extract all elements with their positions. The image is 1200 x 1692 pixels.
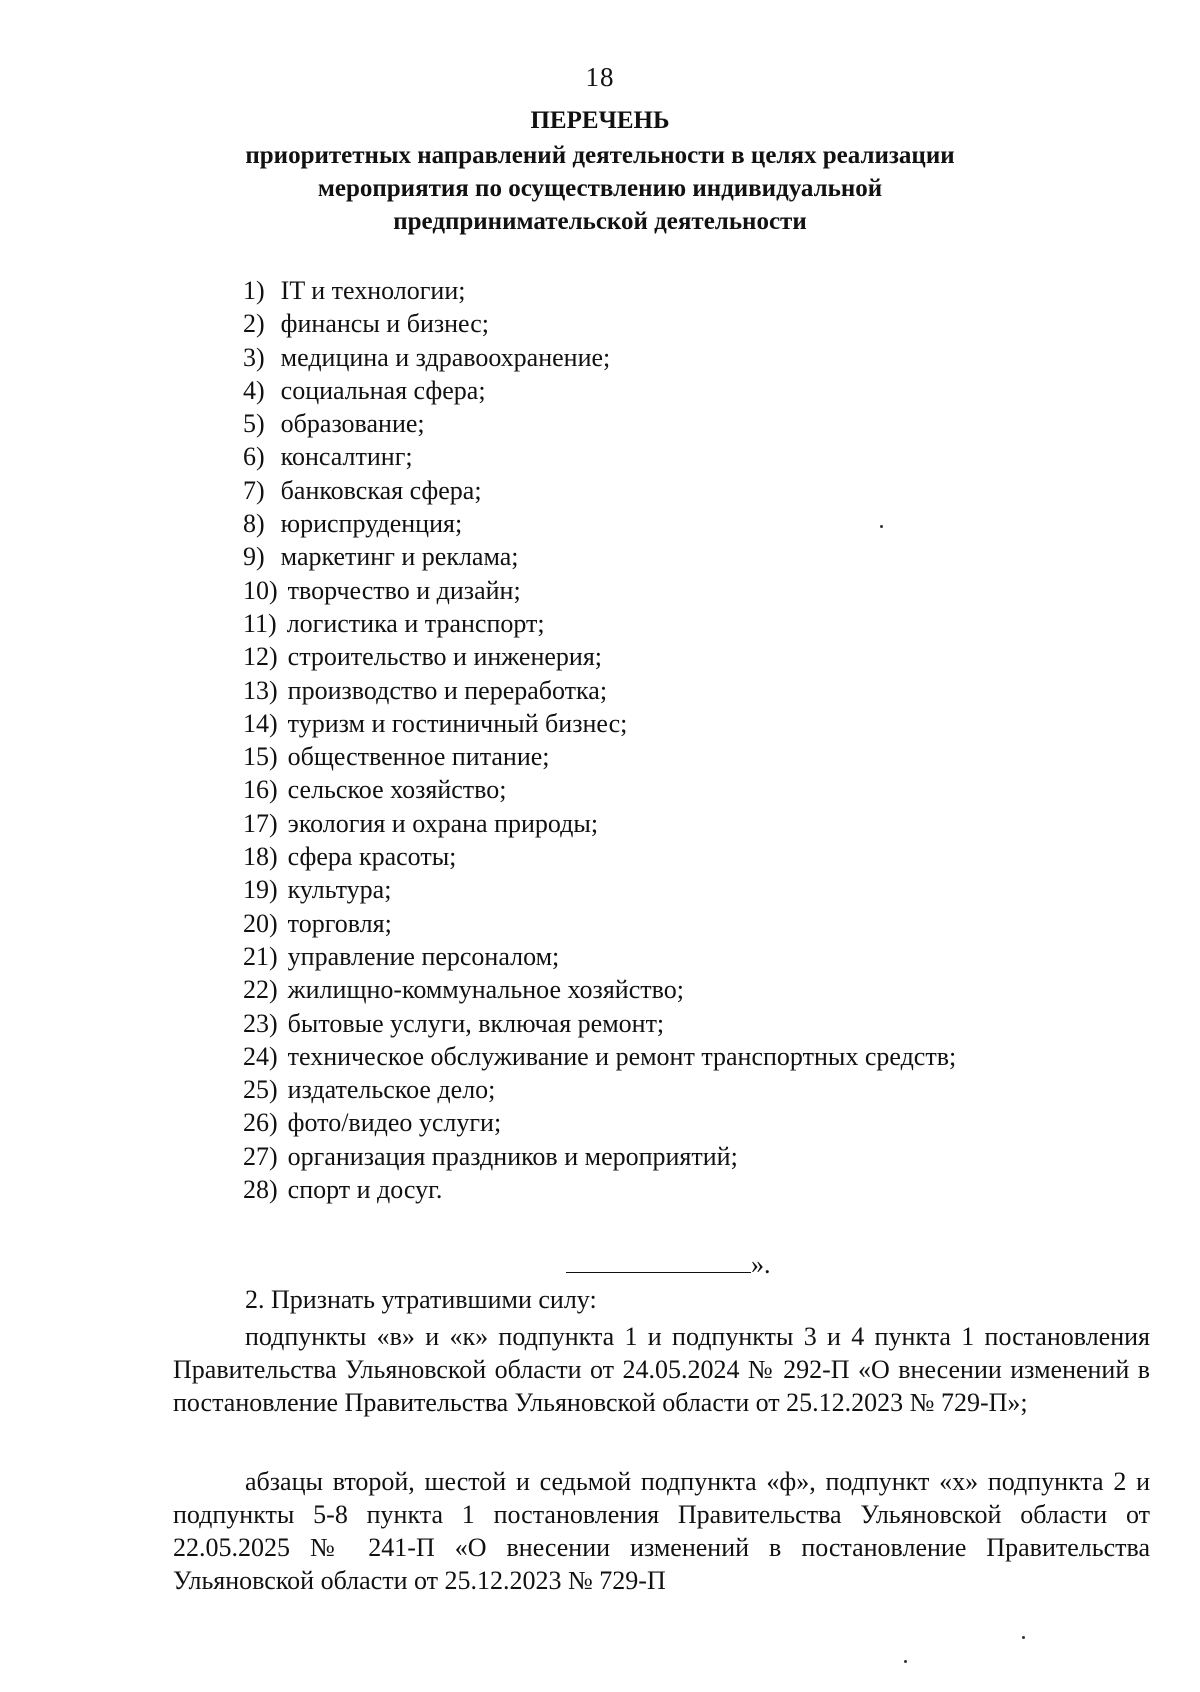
list-item [243, 807, 956, 840]
list-item-text: сфера красоты; [287, 842, 457, 872]
list-item-text: творчество и дизайн; [287, 575, 521, 605]
list-item-number: 19) [243, 875, 278, 905]
list-item-text: социальная сфера; [280, 375, 486, 405]
list-item-text: IT и технологии; [280, 276, 466, 305]
list-item [243, 640, 956, 673]
list-item [243, 1106, 956, 1139]
list-item-text: медицина и здравоохранение; [280, 342, 611, 372]
list-item [243, 674, 956, 707]
list-item [243, 940, 956, 973]
list-item-text: издательское дело; [287, 1075, 496, 1105]
list-item [243, 341, 956, 374]
title-main: ПЕРЕЧЕНЬ [530, 107, 670, 134]
list-item [243, 1173, 956, 1206]
list-item [243, 1073, 956, 1106]
list-item [243, 274, 956, 307]
list-item-number: 12) [243, 642, 278, 672]
list-item-text: образование; [280, 409, 425, 439]
list-item-number: 27) [243, 1141, 278, 1171]
list-item-number: 26) [243, 1108, 278, 1138]
list-item [243, 773, 956, 806]
paragraph-repeal-1: подпункты «в» и «к» подпункта 1 и подпункты 3 и 4 пункта 1 постановления Правительства Ульяновской области от 24.05.2024 № 292-П «О внесении изменений в постановление Правительства Ульяновской области от 25.12.2023 № 729-П»; [173, 1322, 1150, 1417]
list-item-number: 17) [243, 808, 278, 838]
list-item-text: юриспруденция; [280, 509, 463, 539]
list-item [243, 607, 956, 640]
scan-speck [880, 525, 883, 528]
closing-quote-mark: ». [751, 1250, 771, 1279]
list-item-number: 7) [243, 475, 265, 505]
list-item-number: 21) [243, 941, 278, 971]
scan-speck [1022, 1636, 1025, 1639]
list-item-number: 5) [243, 409, 265, 439]
list-item [243, 374, 956, 407]
list-item-text: спорт и досуг. [287, 1175, 443, 1205]
list-item-number: 10) [243, 575, 278, 605]
list-item-number: 25) [243, 1075, 278, 1105]
title-line-2: мероприятия по осуществлению индивидуальной [317, 175, 883, 202]
list-item-text: логистика и транспорт; [286, 608, 545, 638]
list-item-number: 11) [243, 608, 277, 638]
list-item-text: банковская сфера; [280, 475, 482, 505]
paragraph-repeal-2: абзацы второй, шестой и седьмой подпункта «ф», подпункт «х» подпункта 2 и подпункты 5-8 пункта 1 постановления Правительства Ульяновской области от 22.05.2025 № 241-П «О внесении изменений в постановление Правительства Ульяновской области от 25.12.2023 № 729-П [173, 1467, 1150, 1595]
list-item-text: финансы и бизнес; [280, 309, 490, 339]
list-item-number: 3) [243, 342, 265, 372]
list-item-number: 1) [243, 276, 265, 305]
list-item-number: 23) [243, 1008, 278, 1038]
list-item-number: 28) [243, 1175, 278, 1205]
list-item-text: управление персоналом; [287, 941, 560, 971]
list-item-number: 13) [243, 675, 278, 705]
list-item-number: 18) [243, 842, 278, 872]
list-item [243, 907, 956, 940]
list-item [243, 474, 956, 507]
list-item-text: маркетинг и реклама; [280, 542, 519, 572]
list-item-number: 2) [243, 309, 265, 339]
list-item-text: общественное питание; [287, 742, 550, 772]
list-item-text: культура; [287, 875, 392, 905]
list-item-number: 8) [243, 509, 265, 539]
signature-rule [566, 1248, 751, 1273]
list-item [243, 540, 956, 573]
list-item-number: 4) [243, 375, 265, 405]
list-item-number: 6) [243, 442, 265, 472]
priority-directions-list [243, 274, 956, 1206]
list-item-text: сельское хозяйство; [287, 775, 507, 805]
list-item-text: туризм и гостиничный бизнес; [287, 708, 628, 738]
list-item [243, 840, 956, 873]
closing-quote [566, 1248, 771, 1280]
list-item-number: 20) [243, 908, 278, 938]
list-item [243, 440, 956, 473]
list-item-text: организация праздников и мероприятий; [287, 1141, 738, 1171]
list-item-text: жилищно-коммунальное хозяйство; [287, 975, 684, 1005]
list-item-number: 16) [243, 775, 278, 805]
list-item-text: торговля; [287, 908, 392, 938]
list-item [243, 1007, 956, 1040]
list-item-text: консалтинг; [280, 442, 413, 472]
list-item [243, 1040, 956, 1073]
list-item-number: 14) [243, 708, 278, 738]
list-item-text: фото/видео услуги; [287, 1108, 502, 1138]
paragraph-repeal-heading: 2. Признать утратившими силу: [245, 1285, 597, 1314]
list-item [243, 973, 956, 1006]
list-item [243, 707, 956, 740]
page-number: 18 [585, 62, 615, 92]
list-item-text: бытовые услуги, включая ремонт; [287, 1008, 665, 1038]
scan-speck [904, 1660, 907, 1663]
list-item-number: 24) [243, 1041, 278, 1071]
list-item-number: 15) [243, 742, 278, 772]
document-title [0, 104, 1200, 238]
list-item-text: техническое обслуживание и ремонт транспортных средств; [287, 1041, 957, 1071]
title-line-1: приоритетных направлений деятельности в целях реализации [245, 142, 955, 169]
list-item-text: производство и переработка; [287, 675, 608, 705]
list-item [243, 873, 956, 906]
list-item [243, 574, 956, 607]
list-item [243, 740, 956, 773]
list-item-text: экология и охрана природы; [287, 808, 599, 838]
list-item-number: 9) [243, 542, 265, 572]
list-item [243, 507, 956, 540]
list-item-text: строительство и инженерия; [287, 642, 602, 672]
list-item [243, 1140, 956, 1173]
list-item [243, 407, 956, 440]
list-item [243, 307, 956, 340]
list-item-number: 22) [243, 975, 278, 1005]
title-line-3: предпринимательской деятельности [393, 208, 807, 235]
